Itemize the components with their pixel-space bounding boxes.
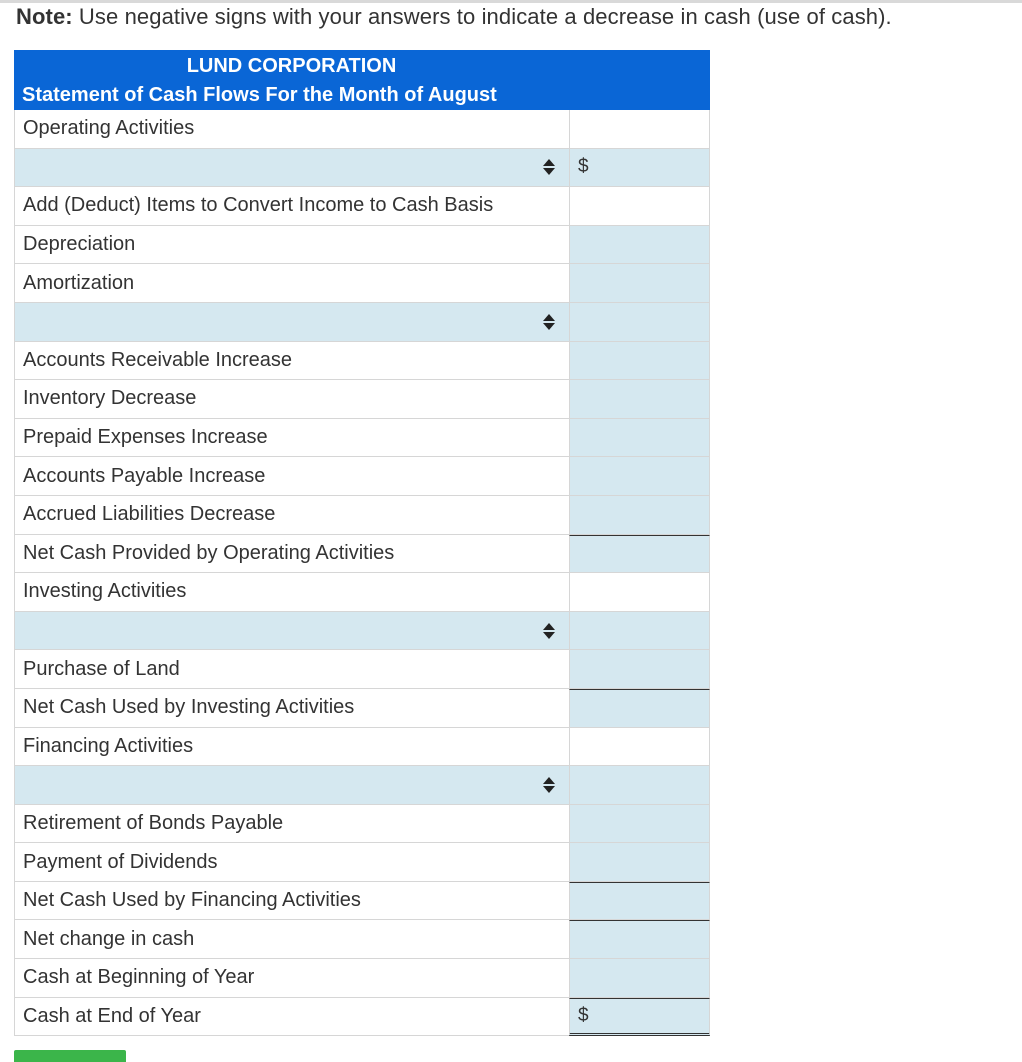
select-updown-icon	[543, 158, 555, 176]
statement-row	[14, 843, 710, 882]
row-label-text: Prepaid Expenses Increase	[23, 426, 268, 449]
amount-input[interactable]	[569, 264, 710, 303]
statement-row	[14, 226, 710, 265]
amount-input[interactable]	[569, 920, 710, 959]
amount-input[interactable]	[569, 650, 710, 689]
account-select-dropdown[interactable]	[14, 766, 569, 805]
row-label	[14, 264, 569, 303]
account-select-dropdown[interactable]	[14, 612, 569, 651]
amount-input[interactable]	[569, 998, 710, 1037]
row-label-text: Net change in cash	[23, 927, 195, 950]
row-label-text: Net Cash Used by Investing Activities	[23, 696, 355, 719]
row-label-text: Retirement of Bonds Payable	[23, 811, 284, 834]
statement-title: Statement of Cash Flows For the Month of August	[22, 84, 497, 106]
statement-row	[14, 457, 710, 496]
amount-input[interactable]	[569, 342, 710, 381]
statement-row	[14, 110, 710, 149]
row-label	[14, 843, 569, 882]
row-label	[14, 573, 569, 612]
row-label-text: Operating Activities	[23, 117, 195, 140]
select-updown-icon	[543, 776, 555, 794]
row-label-text: Cash at Beginning of Year	[23, 966, 255, 989]
statement-row	[14, 805, 710, 844]
row-label	[14, 998, 569, 1037]
note-label: Note:	[16, 4, 73, 29]
row-label	[14, 380, 569, 419]
empty-value-cell	[569, 728, 710, 767]
empty-value-cell	[569, 187, 710, 226]
row-label-text: Net Cash Provided by Operating Activities	[23, 541, 395, 564]
row-label-text: Depreciation	[23, 233, 136, 256]
row-label-text: Cash at End of Year	[23, 1004, 201, 1027]
row-label	[14, 959, 569, 998]
row-label	[14, 457, 569, 496]
account-select-dropdown[interactable]	[14, 149, 569, 188]
statement-row	[14, 342, 710, 381]
account-select-dropdown[interactable]	[14, 303, 569, 342]
statement-row	[14, 766, 710, 805]
amount-input[interactable]	[569, 882, 710, 921]
row-label-text: Inventory Decrease	[23, 387, 197, 410]
amount-input[interactable]	[569, 959, 710, 998]
amount-input[interactable]	[569, 535, 710, 574]
amount-input[interactable]	[569, 805, 710, 844]
amount-input[interactable]	[569, 226, 710, 265]
statement-row	[14, 573, 710, 612]
statement-row	[14, 264, 710, 303]
top-divider	[0, 0, 1022, 3]
row-label-text: Amortization	[23, 271, 135, 294]
row-label-text: Purchase of Land	[23, 657, 180, 680]
row-label	[14, 689, 569, 728]
statement-row	[14, 728, 710, 767]
amount-input[interactable]	[569, 766, 710, 805]
row-label	[14, 535, 569, 574]
empty-value-cell	[569, 110, 710, 149]
statement-row	[14, 998, 710, 1037]
check-button[interactable]	[14, 1050, 126, 1062]
amount-input[interactable]	[569, 689, 710, 728]
statement-row	[14, 149, 710, 188]
empty-value-cell	[569, 573, 710, 612]
row-label	[14, 920, 569, 959]
row-label-text: Financing Activities	[23, 734, 194, 757]
row-label-text: Investing Activities	[23, 580, 187, 603]
statement-row	[14, 535, 710, 574]
row-label-text: Accrued Liabilities Decrease	[23, 503, 276, 526]
row-label	[14, 882, 569, 921]
row-label-text: Net Cash Used by Financing Activities	[23, 889, 361, 912]
row-label	[14, 496, 569, 535]
statement-row	[14, 612, 710, 651]
statement-row	[14, 419, 710, 458]
statement-row	[14, 959, 710, 998]
amount-input[interactable]	[569, 380, 710, 419]
statement-rows	[14, 110, 710, 1036]
amount-input[interactable]	[569, 843, 710, 882]
row-label-text: Add (Deduct) Items to Convert Income to Cash Basis	[23, 194, 494, 217]
statement-row	[14, 920, 710, 959]
statement-row	[14, 689, 710, 728]
amount-input[interactable]	[569, 149, 710, 188]
row-label	[14, 110, 569, 149]
row-label	[14, 187, 569, 226]
statement-row	[14, 882, 710, 921]
statement-row	[14, 496, 710, 535]
instruction-note	[16, 4, 892, 30]
statement-row	[14, 650, 710, 689]
amount-input[interactable]	[569, 496, 710, 535]
row-label	[14, 728, 569, 767]
note-text: Use negative signs with your answers to indicate a decrease in cash (use of cash).	[72, 4, 892, 29]
select-updown-icon	[543, 313, 555, 331]
row-label	[14, 805, 569, 844]
statement-row	[14, 303, 710, 342]
dollar-sign: $	[578, 156, 589, 178]
cash-flow-statement	[14, 50, 710, 1036]
amount-input[interactable]	[569, 419, 710, 458]
amount-input[interactable]	[569, 303, 710, 342]
statement-row	[14, 380, 710, 419]
row-label	[14, 226, 569, 265]
select-updown-icon	[543, 622, 555, 640]
row-label-text: Accounts Receivable Increase	[23, 348, 293, 371]
amount-input[interactable]	[569, 612, 710, 651]
row-label	[14, 342, 569, 381]
amount-input[interactable]	[569, 457, 710, 496]
row-label-text: Payment of Dividends	[23, 850, 218, 873]
company-name: LUND CORPORATION	[186, 55, 397, 77]
row-label-text: Accounts Payable Increase	[23, 464, 266, 487]
statement-row	[14, 187, 710, 226]
row-label	[14, 419, 569, 458]
row-label	[14, 650, 569, 689]
dollar-sign: $	[578, 1004, 589, 1026]
statement-header	[14, 50, 569, 110]
statement-header-extension	[569, 50, 710, 110]
